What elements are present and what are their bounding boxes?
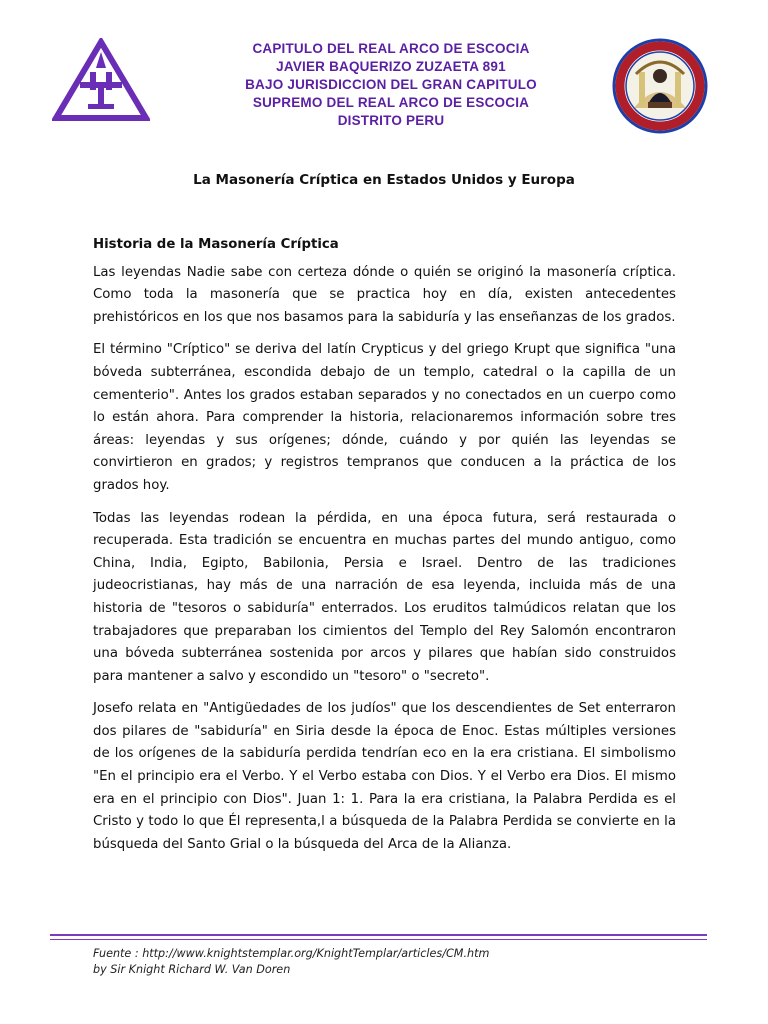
document-title: La Masonería Críptica en Estados Unidos y Europa — [193, 172, 575, 188]
paragraph: El término "Críptico" se deriva del latín Crypticus y del griego Krupt que significa "una bóveda subterránea, escondida debajo de un templo, catedral o la capilla de un cementerio". Antes los grados estaban separados y no conectados en un cuerpo como lo están ahora. Para comprender la historia, relacionaremos información sobre tres áreas: leyendas y sus orígenes; dónde, cuándo y por quién las leyendas se convirtieron en grados; y registros tempranos que conducen a la práctica de los grados hoy. — [93, 342, 676, 493]
header-line: JAVIER BAQUERIZO ZUZAETA 891 — [276, 59, 506, 74]
footer-source: Fuente : http://www.knightstemplar.org/KnightTemplar/articles/CM.htm — [93, 947, 490, 960]
header-line: CAPITULO DEL REAL ARCO DE ESCOCIA — [252, 41, 530, 56]
footer-divider — [50, 939, 707, 940]
footer-author: by Sir Knight Richard W. Van Doren — [93, 962, 291, 976]
header-line: SUPREMO DEL REAL ARCO DE ESCOCIA — [252, 95, 530, 110]
paragraph: Todas las leyendas rodean la pérdida, en una época futura, será restaurada o recuperada. Esta tradición se encuentra en muchas partes del mundo antiguo, como China, India, Egipto, Babilonia, Persia e Israel. Dentro de las tradiciones judeocristianas, hay más de una narración de esa leyenda, incluida más de una historia de "tesoros o sabiduría" enterrados. Los eruditos talmúdicos relatan que los trabajadores que preparaban los cimientos del Templo del Rey Salomón encontraron una bóveda subterránea sostenida por arcos y pilares que habían sido construidos para mantener a salvo y escondido un "tesoro" o "secreto". — [93, 510, 676, 684]
section-heading: Historia de la Masonería Críptica — [93, 237, 339, 252]
header-line: BAJO JURISDICCION DEL GRAN CAPITULO — [245, 77, 537, 92]
triple-tau-emblem-icon — [52, 38, 150, 122]
chapter-seal-icon — [612, 38, 708, 134]
paragraph: Las leyendas Nadie sabe con certeza dónde o quién se originó la masonería críptica. Como toda la masonería que se practica hoy en día, existen antecedentes prehistóricos en los que nos basamos para la sabiduría y las enseñanzas de los grados. — [93, 264, 676, 325]
footer — [93, 946, 693, 977]
footer-divider — [50, 934, 707, 936]
document-body — [93, 234, 676, 866]
chapter-header — [196, 40, 586, 130]
header-line: DISTRITO PERU — [337, 113, 445, 128]
paragraph: Josefo relata en "Antigüedades de los judíos" que los descendientes de Set enterraron dos pilares de "sabiduría" en Siria desde la época de Enoc. Estas múltiples versiones de los orígenes de la sabiduría perdida tendrían eco en la era cristiana. El simbolismo "En el principio era el Verbo. Y el Verbo estaba con Dios. Y el Verbo era Dios. El mismo era en el principio con Dios". Juan 1: 1. Para la era cristiana, la Palabra Perdida es el Cristo y todo lo que Él representa,l a búsqueda de la Palabra Perdida se convierte en la búsqueda del Santo Grial o la búsqueda del Arca de la Alianza. — [93, 701, 676, 852]
